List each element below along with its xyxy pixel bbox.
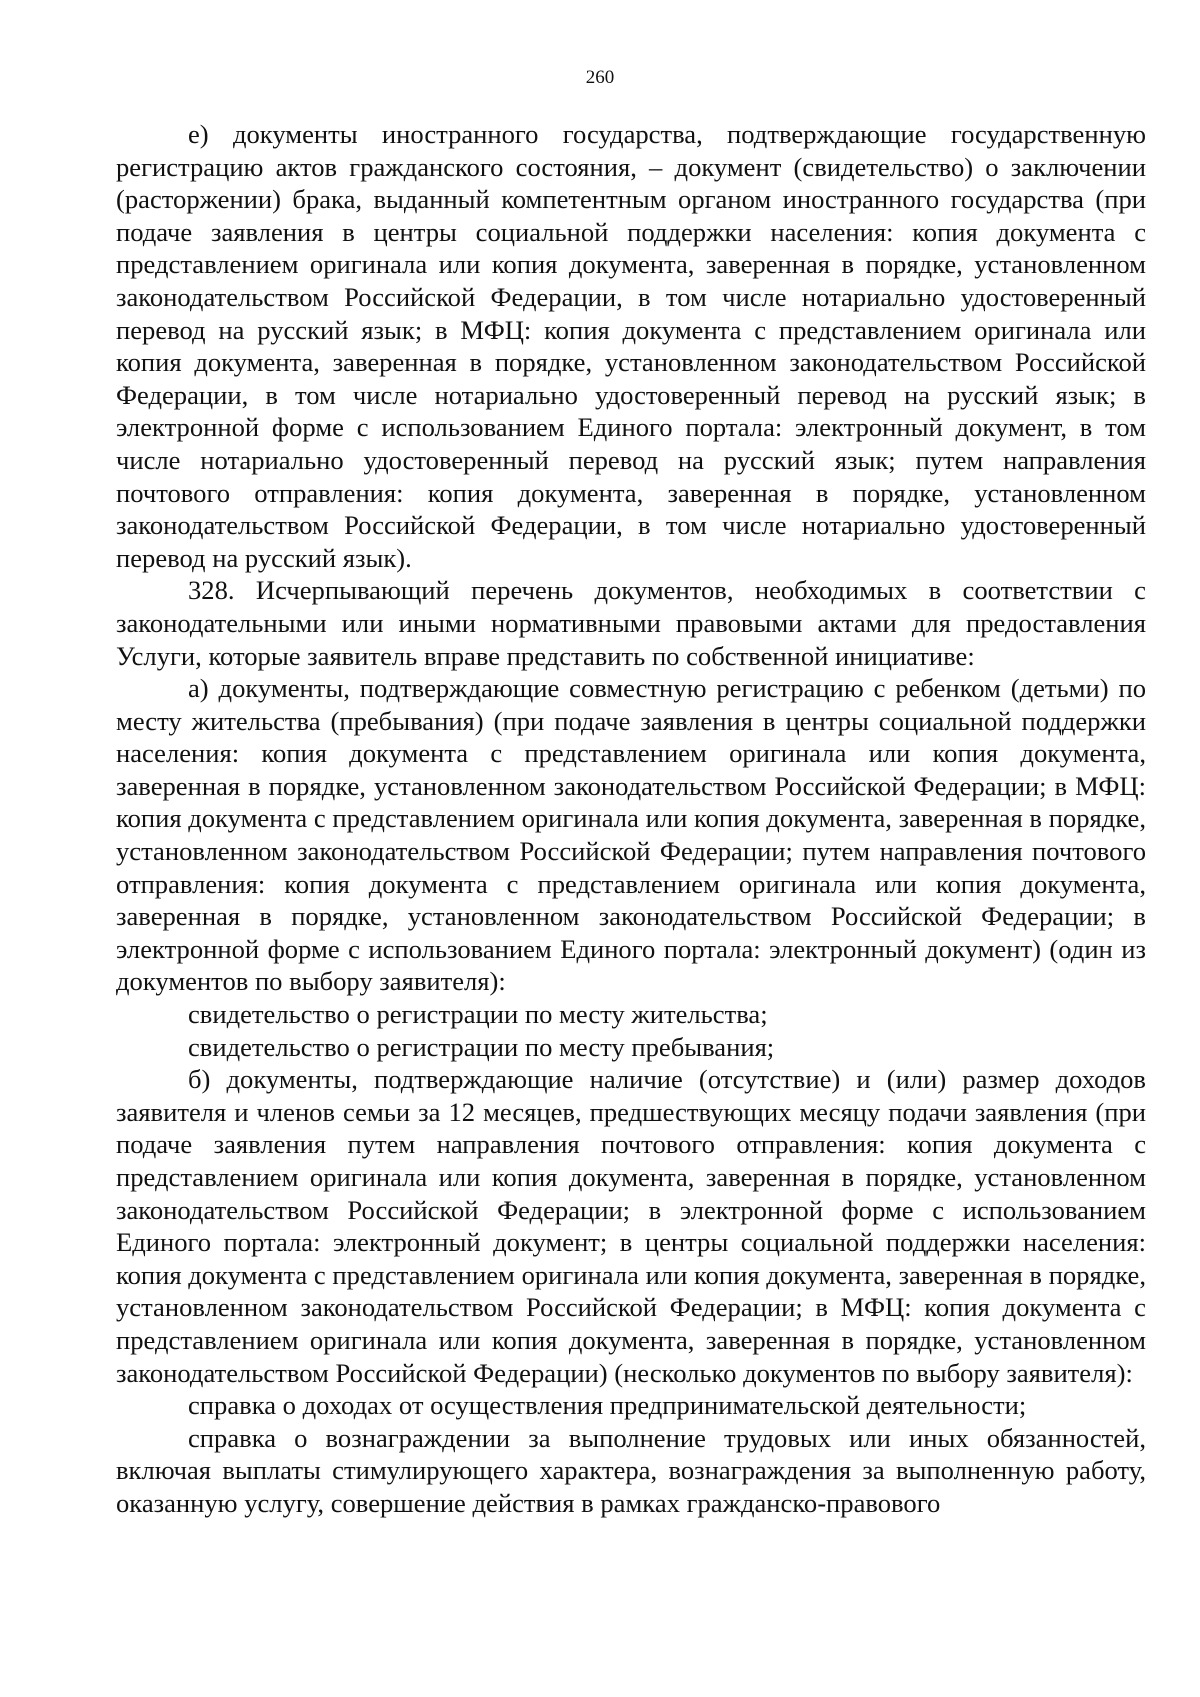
paragraph-item-b: б) документы, подтверждающие наличие (отсутствие) и (или) размер доходов заявителя и членов семьи за 12 месяцев, предшествующих месяцу подачи заявления (при подаче заявления путем направления почтового отправления: копия документа с представлением оригинала или копия документа, заверенная в порядке, установленном законодательством Российской Федерации; в электронной форме с использованием Единого портала: электронный документ; в центры социальной поддержки населения: копия документа с представлением оригинала или копия документа, заверенная в порядке, установленном законодательством Российской Федерации; в МФЦ: копия документа с представлением оригинала или копия документа, заверенная в порядке, установленном законодательством Российской Федерации) (несколько документов по выбору заявителя): — [116, 1064, 1146, 1388]
paragraph-item-a: а) документы, подтверждающие совместную регистрацию с ребенком (детьми) по месту жительства (пребывания) (при подаче заявления в центры социальной поддержки населения: копия документа с представлением оригинала или копия документа, заверенная в порядке, установленном законодательством Российской Федерации; в МФЦ: копия документа с представлением оригинала или копия документа, заверенная в порядке, установленном законодательством Российской Федерации; путем направления почтового отправления: копия документа с представлением оригинала или копия документа, заверенная в порядке, установленном законодательством Российской Федерации; в электронной форме с использованием Единого портала: электронный документ) (один из документов по выбору заявителя): — [116, 673, 1146, 997]
paragraph-item-e: е) документы иностранного государства, подтверждающие государственную регистрацию актов гражданского состояния, – документ (свидетельство) о заключении (расторжении) брака, выданный компетентным органом иностранного государства (при подаче заявления в центры социальной поддержки населения: копия документа с представлением оригинала или копия документа, заверенная в порядке, установленном законодательством Российской Федерации, в том числе нотариально удостоверенный перевод на русский язык; в МФЦ: копия документа с представлением оригинала или копия документа, заверенная в порядке, установленном законодательством Российской Федерации, в том числе нотариально удостоверенный перевод на русский язык; в электронной форме с использованием Единого портала: электронный документ, в том числе нотариально удостоверенный перевод на русский язык; путем направления почтового отправления: копия документа, заверенная в порядке, установленном законодательством Российской Федерации, в том числе нотариально удостоверенный перевод на русский язык). — [116, 119, 1146, 573]
paragraph-remuneration-certificate: справка о вознаграждении за выполнение трудовых или иных обязанностей, включая выплаты стимулирующего характера, вознаграждения за выполненную работу, оказанную услугу, совершение действия в рамках гражданско-правового — [116, 1422, 1146, 1518]
document-body — [116, 118, 1146, 1520]
list-item-stay-registration: свидетельство о регистрации по месту пребывания; — [188, 1031, 775, 1062]
list-item-residence-registration: свидетельство о регистрации по месту жительства; — [188, 999, 768, 1030]
list-item-business-income-certificate: справка о доходах от осуществления предпринимательской деятельности; — [188, 1390, 1027, 1421]
page-number: 260 — [585, 67, 615, 88]
paragraph-328: 328. Исчерпывающий перечень документов, необходимых в соответствии с законодательными или иными нормативными правовыми актами для предоставления Услуги, которые заявитель вправе представить по собственной инициативе: — [116, 575, 1146, 671]
